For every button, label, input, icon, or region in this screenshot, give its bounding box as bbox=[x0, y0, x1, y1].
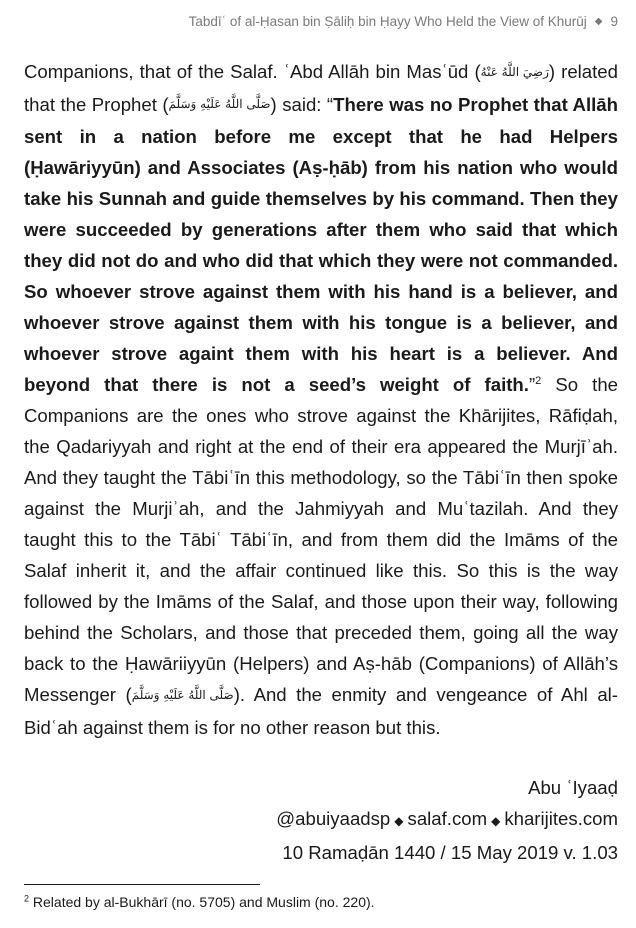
site-link: salaf.com bbox=[407, 808, 488, 829]
twitter-handle: @abuiyaadsp bbox=[276, 808, 391, 829]
contact-line bbox=[276, 803, 618, 837]
signature-block bbox=[276, 772, 618, 868]
body-text-segment: So the Companions are the ones who strove against the Khārijites, Rāfiḍah, the Qadariyyah and right at the end of their era appeared the Murjīʾah. And they taught the Tābiʿīn this methodology, so the Tābiʿīn then spoke against the Murjiʾah, and the Jahmiyyah and Muʿtazilah. And they taught this to the Tābiʿ Tābiʿīn, and from them did the Imāms of the Salaf inherit it, and the affair continued like this. So this is the way followed by the Imāms of the Salaf, and those upon their way, following behind the Scholars, and those that preceded them, going all the way back to the Ḥawāriiyyūn (Helpers) and Aṣ-hāb (Companions) of Allāh’s Messenger ( bbox=[24, 374, 618, 706]
author-name: Abu ʿIyaaḍ bbox=[528, 777, 618, 798]
hadith-quote: There was no Prophet that Allāh sent in a nation before me except that he had Helpers (Ḥawāriyyūn) and Associates (Aṣ-ḥāb) from his nation who would take his Sunnah and guide themselves by his command. Then they were succeeded by generations after them who said that which they did not do and who did that which they were not commanded. So whoever strove against them with his hand is a believer, and whoever strove against them with his tongue is a believer, and whoever strove againt them with his heart is a believer. And beyond that there is not a seed’s weight of faith. bbox=[24, 93, 618, 396]
footnote-number: 2 bbox=[24, 893, 30, 904]
body-text-segment: ) said: “ bbox=[270, 93, 334, 115]
footnote bbox=[24, 893, 375, 911]
body-paragraph bbox=[24, 56, 618, 743]
honorific-salallahu-glyph: صَلَّى اللَّهُ عَلَيْهِ وَسَلَّمَ bbox=[168, 97, 271, 112]
body-text-segment: Companions, that of the Salaf. ʿAbd Allāh bin Masʿūd ( bbox=[24, 61, 481, 82]
footnote-divider bbox=[24, 884, 260, 885]
diamond-separator-icon: ◆ bbox=[491, 814, 501, 828]
honorific-radiyallahu-glyph: رَضِيَ اللَّهُ عَنْهُ bbox=[480, 64, 549, 79]
site-link: kharijites.com bbox=[504, 808, 618, 829]
diamond-separator-icon: ◆ bbox=[394, 814, 404, 828]
body-text-segment: ) related that the Prophet ( bbox=[24, 61, 618, 115]
running-title: Tabdīʿ of al-Ḥasan bin Ṣāliḥ bin Ḥayy Who Held the View of Khurūj bbox=[188, 14, 587, 29]
date-version: 10 Ramaḍān 1440 / 15 May 2019 v. 1.03 bbox=[282, 842, 618, 863]
footnote-reference[interactable]: 2 bbox=[535, 375, 542, 387]
diamond-separator-icon: ◆ bbox=[594, 16, 603, 27]
closing-quote: ” bbox=[528, 374, 536, 396]
footnote-text: Related by al-Bukhārī (no. 5705) and Muslim (no. 220). bbox=[32, 894, 375, 910]
body-text-segment: ). And the enmity and vengeance of Ahl al-Bidʿah against them is for no other reason but this. bbox=[24, 684, 618, 738]
page-number: 9 bbox=[610, 14, 618, 29]
running-header bbox=[189, 14, 618, 29]
honorific-salallahu-glyph: صَلَّى اللَّهُ عَلَيْهِ وَسَلَّمَ bbox=[131, 687, 234, 702]
